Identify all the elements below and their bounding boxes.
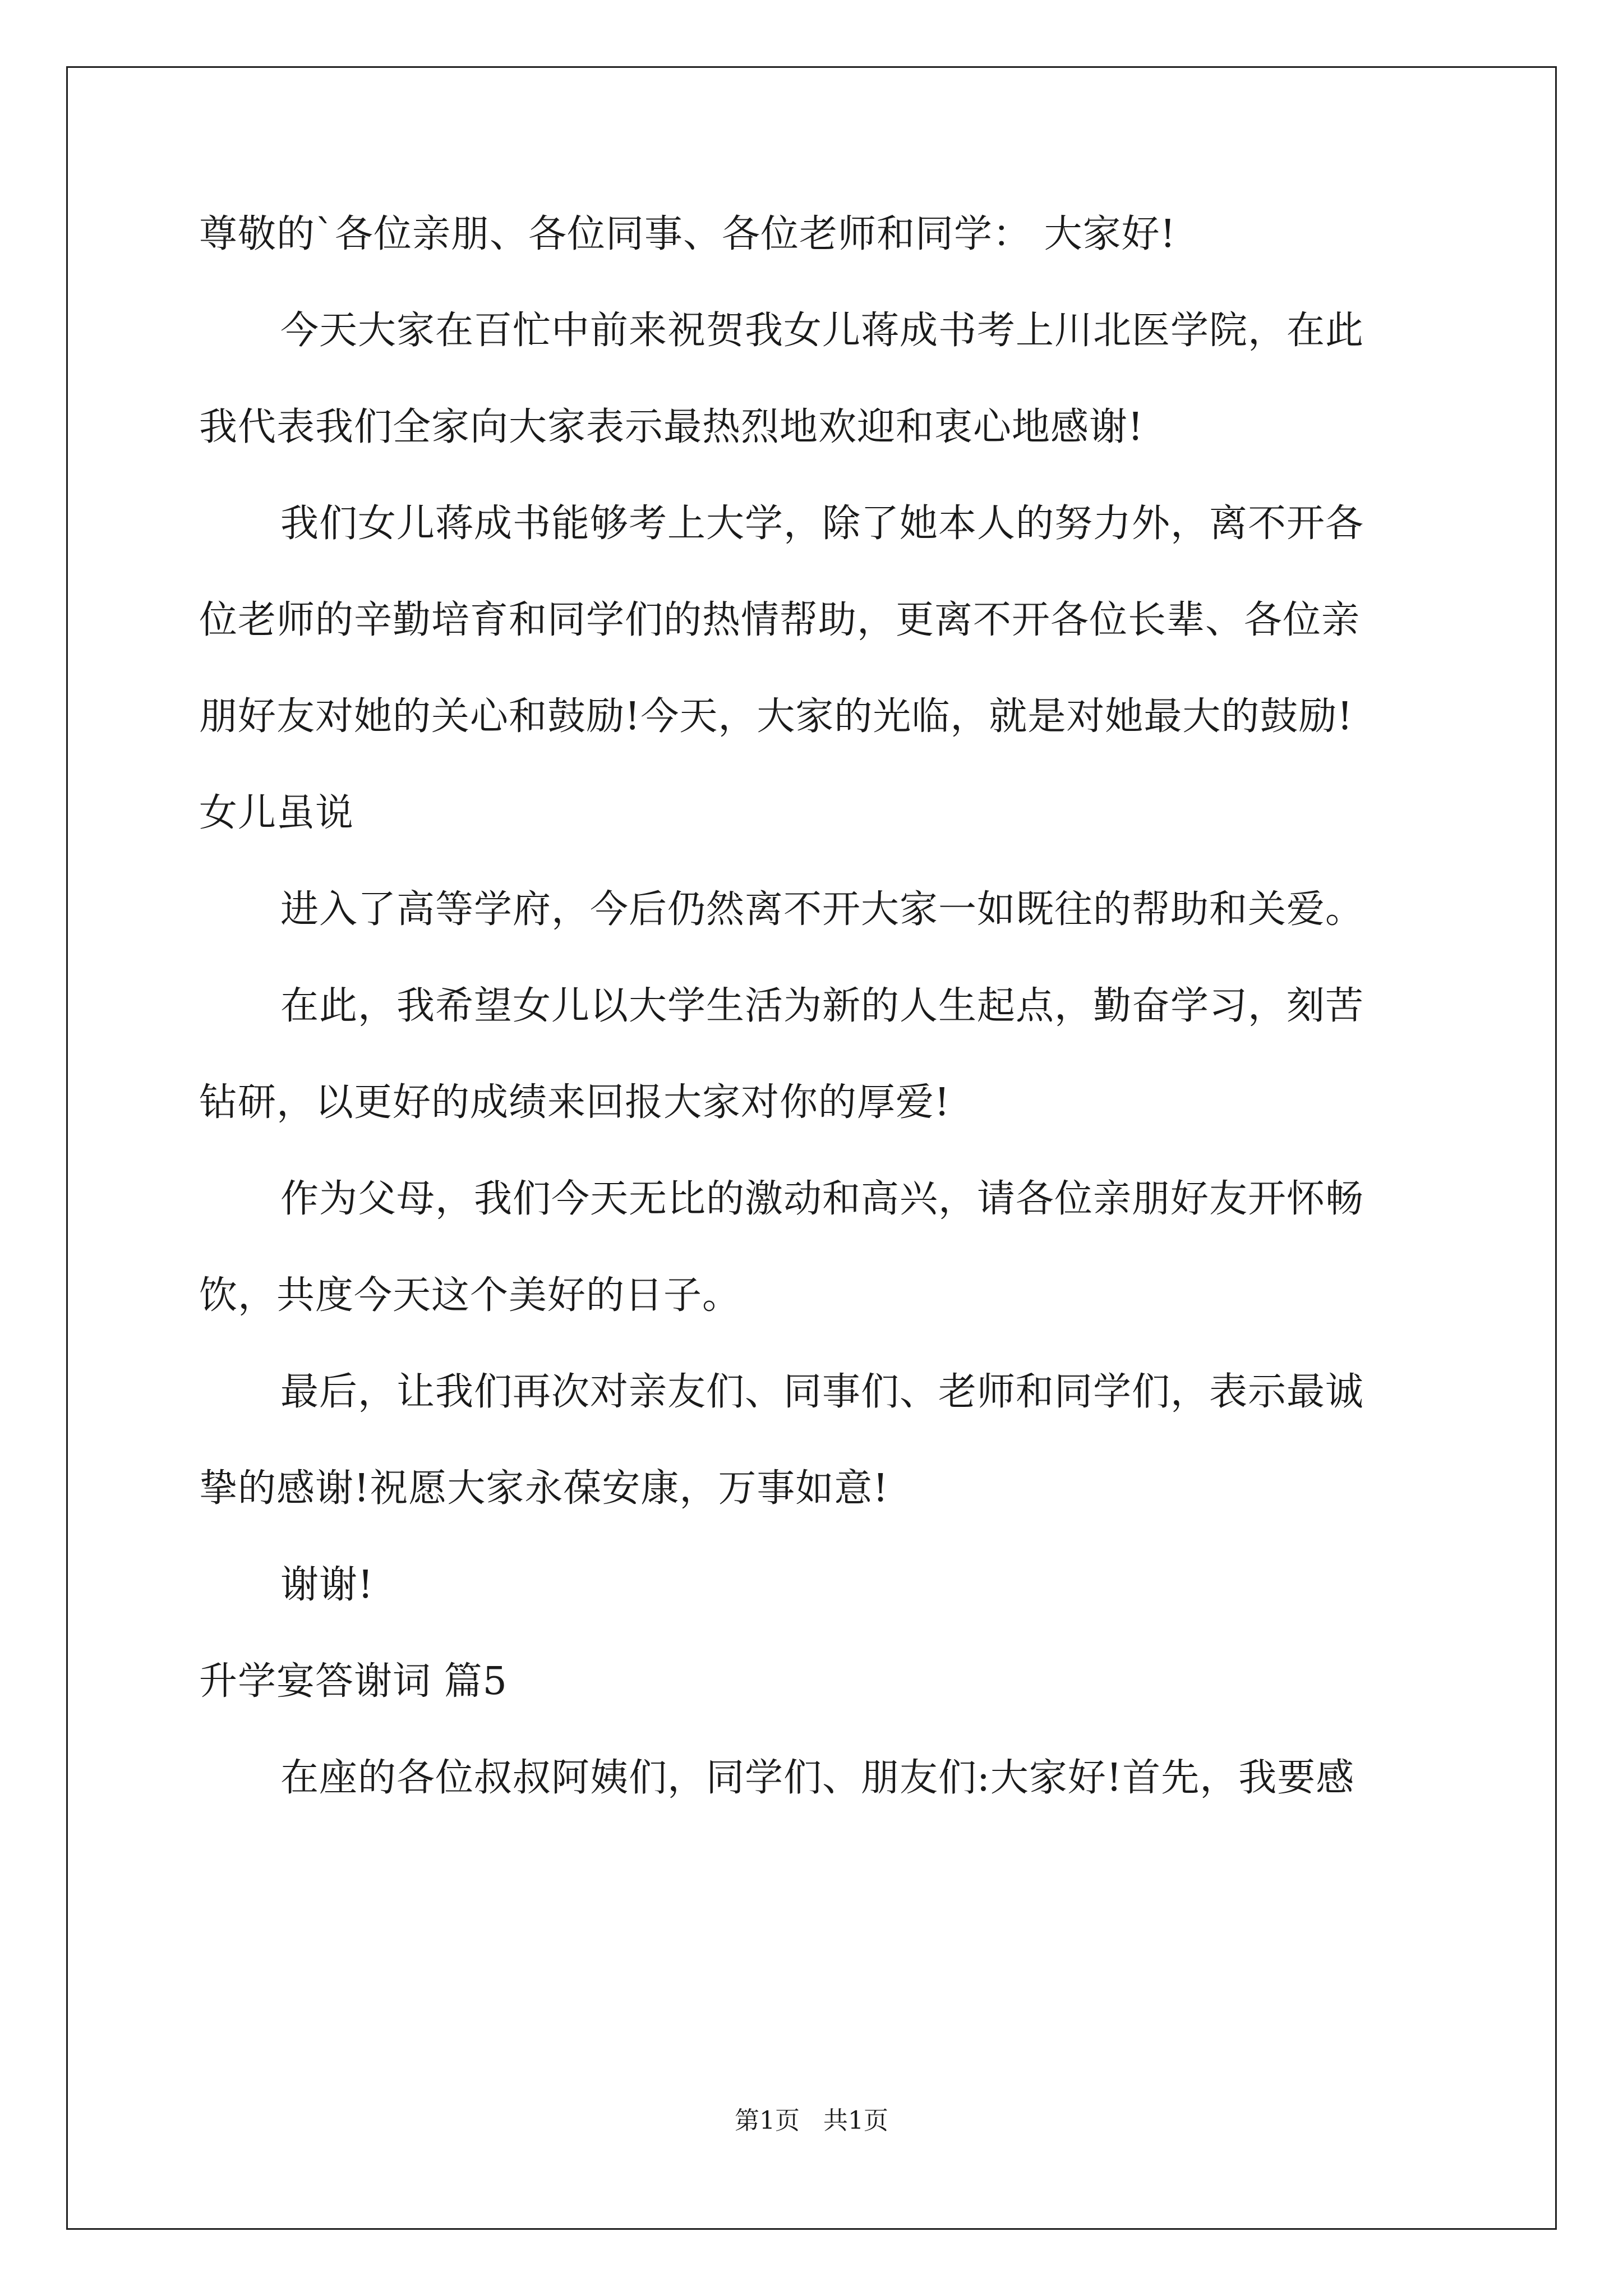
text-line: 钻研，以更好的成绩来回报大家对你的厚爱! bbox=[199, 1080, 951, 1125]
text-line: 进入了高等学府，今后仍然离不开大家一如既往的帮助和关爱。 bbox=[280, 887, 1364, 932]
page-number-footer: 第1页 共1页 bbox=[735, 2106, 888, 2135]
text-line: 挚的感谢!祝愿大家永葆安康，万事如意! bbox=[199, 1466, 889, 1511]
text-line: 我们女儿蒋成书能够考上大学，除了她本人的努力外，离不开各 bbox=[280, 501, 1364, 546]
text-line: 尊敬的`各位亲朋、各位同事、各位老师和同学： 大家好! bbox=[199, 212, 1176, 256]
text-line: 最后，让我们再次对亲友们、同事们、老师和同学们，表示最诚 bbox=[280, 1370, 1364, 1414]
text-line: 在此，我希望女儿以大学生活为新的人生起点，勤奋学习，刻苦 bbox=[280, 984, 1364, 1028]
text-line: 谢谢! bbox=[280, 1563, 374, 1607]
text-line: 在座的各位叔叔阿姨们，同学们、朋友们:大家好!首先，我要感 bbox=[280, 1756, 1355, 1800]
text-line: 今天大家在百忙中前来祝贺我女儿蒋成书考上川北医学院，在此 bbox=[280, 309, 1364, 353]
text-line: 我代表我们全家向大家表示最热烈地欢迎和衷心地感谢! bbox=[199, 405, 1144, 449]
text-line: 朋好友对她的关心和鼓励!今天，大家的光临，就是对她最大的鼓励! bbox=[199, 694, 1353, 739]
text-line: 饮，共度今天这个美好的日子。 bbox=[199, 1273, 741, 1318]
text-line: 位老师的辛勤培育和同学们的热情帮助，更离不开各位长辈、各位亲 bbox=[199, 598, 1361, 642]
section-heading: 升学宴答谢词 篇5 bbox=[199, 1659, 508, 1704]
text-line: 女儿虽说 bbox=[199, 791, 354, 835]
document-body bbox=[199, 214, 1433, 1855]
text-line: 作为父母，我们今天无比的激动和高兴，请各位亲朋好友开怀畅 bbox=[280, 1177, 1364, 1221]
